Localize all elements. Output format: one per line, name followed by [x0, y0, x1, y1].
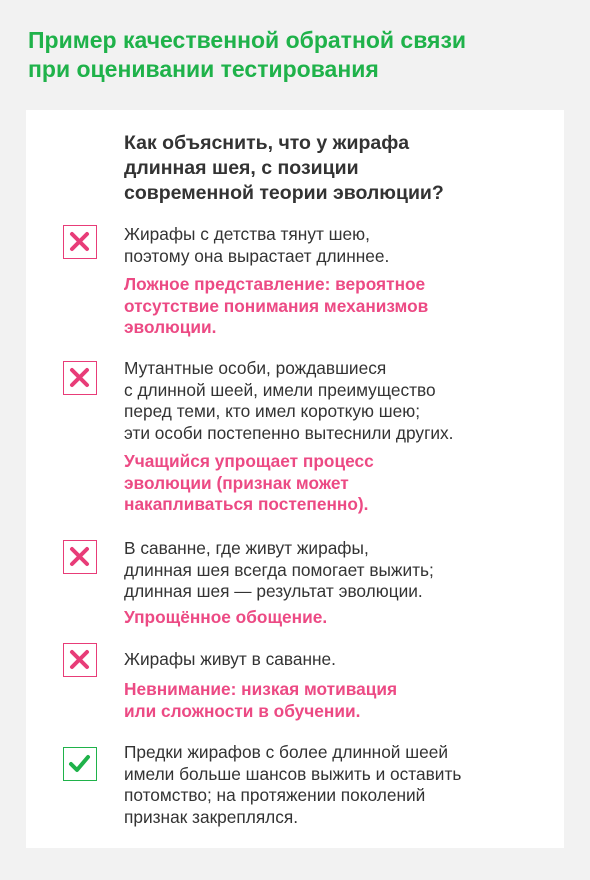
feedback-line: эволюции (признак может	[124, 472, 349, 493]
question-line: Как объяснить, что у жирафа	[124, 132, 410, 154]
answer-line: Мутантные особи, рождавшиеся	[124, 358, 387, 378]
cross-icon	[63, 540, 97, 574]
answer-line: признак закреплялся.	[124, 806, 299, 827]
feedback-line: отсутствие понимания механизмов	[124, 295, 429, 316]
cross-icon	[63, 361, 97, 395]
feedback-text	[124, 607, 554, 629]
feedback-line: Упрощённое обощение.	[124, 607, 328, 627]
cross-icon	[63, 225, 97, 259]
answer-line: с длинной шеей, имели преимущество	[124, 379, 436, 400]
answer-line: Предки жирафов с более длинной шеей	[124, 742, 448, 762]
cross-icon	[63, 643, 97, 677]
feedback-card	[26, 110, 564, 848]
question-line: современной теории эволюции?	[124, 182, 444, 204]
answer-text	[124, 649, 554, 671]
answer-line: длинная шея — результат эволюции.	[124, 581, 423, 601]
answer-line: Жирафы живут в саванне.	[124, 649, 336, 669]
answer-line: длинная шея всегда помогает выжить;	[124, 559, 434, 580]
feedback-line: или сложности в обучении.	[124, 700, 361, 721]
answer-text	[124, 358, 554, 444]
answer-line: потомство; на протяжении поколений	[124, 785, 426, 805]
feedback-text	[124, 679, 554, 722]
page-title-line: при оценивании тестирования	[28, 56, 379, 82]
answer-text	[124, 224, 554, 267]
feedback-line: Невнимание: низкая мотивация	[124, 679, 398, 699]
answer-line: имели больше шансов выжить и оставить	[124, 763, 462, 784]
check-icon	[63, 747, 97, 781]
answer-text	[124, 742, 554, 828]
question-line: длинная шея, с позиции	[124, 157, 359, 179]
question	[124, 131, 554, 206]
answer-line: Жирафы с детства тянут шею,	[124, 224, 370, 244]
answer-text	[124, 538, 554, 603]
page-title	[28, 26, 568, 84]
feedback-text	[124, 274, 554, 339]
feedback-line: эволюции.	[124, 317, 217, 337]
answer-line: В саванне, где живут жирафы,	[124, 538, 369, 558]
feedback-line: Учащийся упрощает процесс	[124, 451, 374, 471]
feedback-text	[124, 451, 554, 516]
answer-line: перед теми, кто имел короткую шею;	[124, 401, 421, 421]
feedback-line: накапливаться постепенно).	[124, 494, 369, 514]
page-title-line: Пример качественной обратной связи	[28, 27, 467, 53]
answer-line: поэтому она вырастает длиннее.	[124, 245, 390, 266]
answer-line: эти особи постепенно вытеснили других.	[124, 422, 454, 443]
feedback-line: Ложное представление: вероятное	[124, 274, 426, 294]
